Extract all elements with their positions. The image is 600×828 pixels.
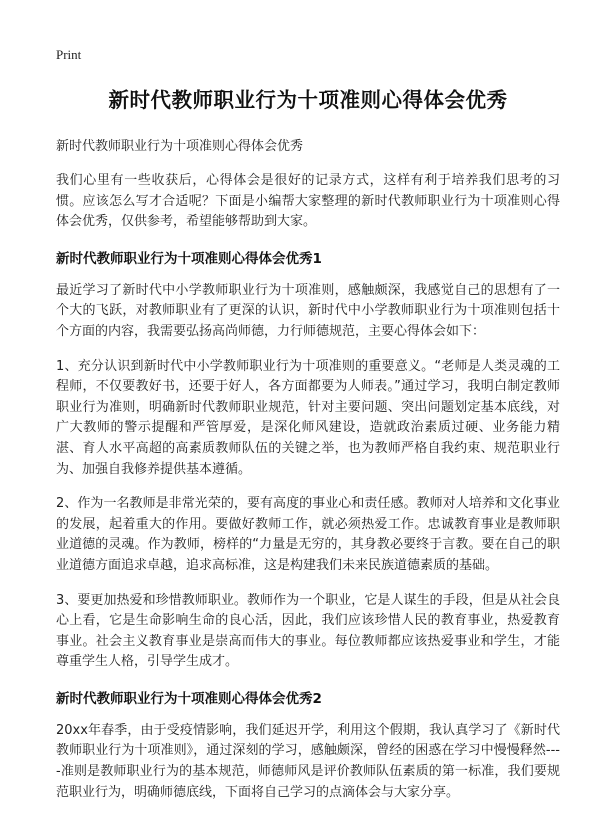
section-heading-2: 新时代教师职业行为十项准则心得体会优秀2 bbox=[56, 690, 322, 707]
intro-paragraph: 我们心里有一些收获后，心得体会是很好的记录方式，这样有利于培养我们思考的习惯。应该怎么写才合适呢？下面是小编帮大家整理的新时代教师职业行为十项准则心得体会优秀，仅供参考，希望能够帮助到大家。 bbox=[56, 173, 560, 230]
document-subtitle: 新时代教师职业行为十项准则心得体会优秀 bbox=[56, 139, 304, 154]
section-1-paragraph-4: 3、要更加热爱和珍惜教师职业。教师作为一个职业，它是人谋生的手段，但是从社会良心上看，它是生命影响生命的良心活，因此，我们应该珍惜人民的教育事业，热爱教育事业。社会主义教育事业是崇高而伟大的事业。每位教师都应该热爱事业和学生，才能尊重学生人格，引导学生成才。 bbox=[56, 592, 560, 670]
section-1-paragraph-3: 2、作为一名教师是非常光荣的，要有高度的事业心和责任感。教师对人培养和文化事业的发展，起着重大的作用。要做好教师工作，就必须热爱工作。忠诚教育事业是教师职业道德的灵魂。作为教师，榜样的“力量是无穷的，其身教必要终于言教。要在自己的职业道德方面追求卓越，追求高标准，这是构建我们未来民族道德素质的基础。 bbox=[56, 496, 560, 573]
section-1-paragraph-1: 最近学习了新时代中小学教师职业行为十项准则，感触颇深，我感觉自己的思想有了一个大的飞跃，对教师职业有了更深的认识，新时代中小学教师职业行为十项准则包括十个方面的内容，我需要弘扬高尚师德，力行师德规范，主要心得体会如下： bbox=[56, 282, 560, 339]
document-title: 新时代教师职业行为十项准则心得体会优秀 bbox=[108, 88, 508, 112]
section-2-paragraph-1: 20xx年春季，由于受疫情影响，我们延迟开学，利用这个假期，我认真学习了《新时代教师职业行为十项准则》，通过深刻的学习，感触颇深，曾经的困惑在学习中慢慢释然----准则是教师职业行为的基本规范，师德师风是评价教师队伍素质的第一标准，我们要规范职业行为，明确师德底线，下面将自己学习的点滴体会与大家分享。 bbox=[56, 722, 560, 800]
section-1-paragraph-2: 1、充分认识到新时代中小学教师职业行为十项准则的重要意义。“老师是人类灵魂的工程师，不仅要教好书，还要于好人，各方面都要为人师表。”通过学习，我明白制定教师职业行为准则，明确新时代教师职业规范，针对主要问题、突出问题划定基本底线，对广大教师的警示提醒和严管厚爱，是深化师风建设，造就政治素质过硬、业务能力精湛、育人水平高超的高素质教师队伍的关键之举，也为教师严格自我约束、规范职业行为、加强自我修养提供基本遵循。 bbox=[56, 358, 560, 477]
section-heading-1: 新时代教师职业行为十项准则心得体会优秀1 bbox=[56, 250, 322, 267]
print-link[interactable]: Print bbox=[56, 47, 82, 62]
